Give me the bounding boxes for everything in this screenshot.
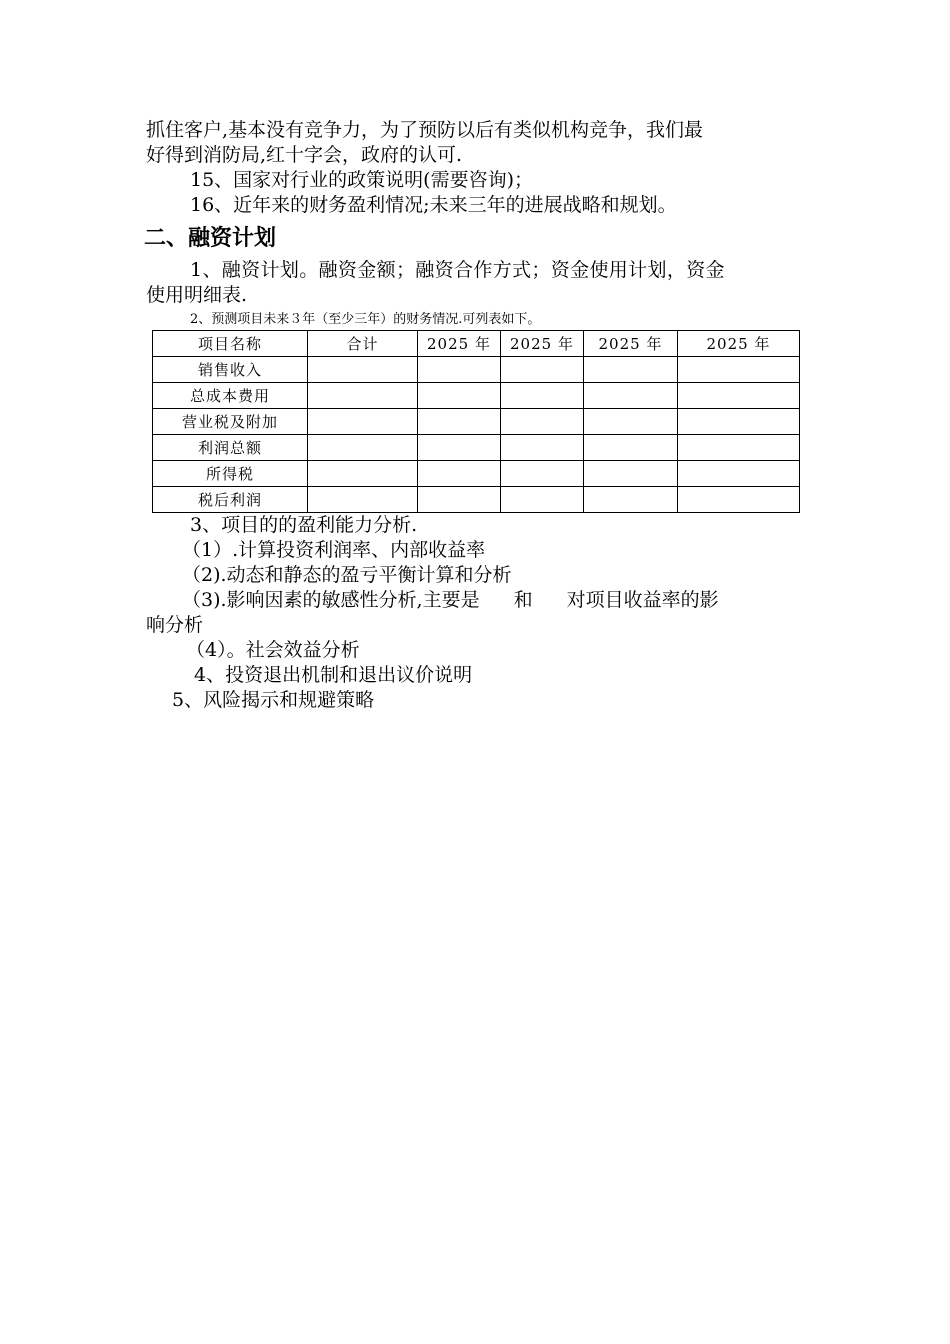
row-label: 营业税及附加 xyxy=(153,409,308,435)
table-cell xyxy=(501,357,584,383)
paragraph-line: 好得到消防局,红十字会，政府的认可. xyxy=(146,144,463,166)
table-row xyxy=(153,357,800,383)
table-cell xyxy=(501,409,584,435)
financial-table xyxy=(152,330,800,513)
plan-1-line: 1、融资计划。融资金额；融资合作方式；资金使用计划，资金 xyxy=(190,259,725,281)
table-cell xyxy=(584,383,678,409)
table-cell xyxy=(584,435,678,461)
sub-item-4: （4）。社会效益分析 xyxy=(186,639,360,661)
table-cell xyxy=(308,487,418,513)
table-cell xyxy=(584,487,678,513)
row-label: 利润总额 xyxy=(153,435,308,461)
header-cell: 合计 xyxy=(308,331,418,357)
sub-item-1: （1）.计算投资利润率、内部收益率 xyxy=(182,539,486,561)
row-label: 税后利润 xyxy=(153,487,308,513)
table-cell xyxy=(418,409,501,435)
table-cell xyxy=(308,461,418,487)
item-16: 16、近年来的财务盈利情况;未来三年的进展战略和规划。 xyxy=(190,194,677,216)
table-cell xyxy=(584,357,678,383)
plan-1-line: 使用明细表. xyxy=(146,284,248,306)
sub-item-3-part: 和 xyxy=(513,589,533,611)
table-cell xyxy=(418,461,501,487)
table-cell xyxy=(418,357,501,383)
plan-3: 3、项目的的盈利能力分析. xyxy=(190,514,418,536)
document-page xyxy=(146,118,808,713)
header-cell: 2025 年 xyxy=(584,331,678,357)
table-cell xyxy=(584,409,678,435)
sub-item-2: （2).动态和静态的盈亏平衡计算和分析 xyxy=(182,564,512,586)
table-cell xyxy=(418,435,501,461)
paragraph-line: 抓住客户,基本没有竞争力，为了预防以后有类似机构竞争，我们最 xyxy=(146,119,704,141)
table-header-row xyxy=(153,331,800,357)
table-cell xyxy=(678,487,800,513)
table-cell xyxy=(678,357,800,383)
table-cell xyxy=(501,487,584,513)
table-cell xyxy=(678,409,800,435)
table-cell xyxy=(678,461,800,487)
table-row xyxy=(153,461,800,487)
header-cell: 2025 年 xyxy=(418,331,501,357)
table-cell xyxy=(501,383,584,409)
table-cell xyxy=(308,435,418,461)
table-caption: 2、预测项目未来３年（至少三年）的财务情况.可列表如下。 xyxy=(190,312,541,327)
header-cell: 2025 年 xyxy=(501,331,584,357)
header-cell: 2025 年 xyxy=(678,331,800,357)
header-cell: 项目名称 xyxy=(153,331,308,357)
row-label: 总成本费用 xyxy=(153,383,308,409)
table-cell xyxy=(678,383,800,409)
table-row xyxy=(153,409,800,435)
table-row xyxy=(153,487,800,513)
table-cell xyxy=(584,461,678,487)
sub-item-3-part: （3).影响因素的敏感性分析,主要是 xyxy=(182,589,480,611)
section-heading: 二、融资计划 xyxy=(144,226,277,251)
table-cell xyxy=(501,461,584,487)
row-label: 所得税 xyxy=(153,461,308,487)
plan-5: 5、风险揭示和规避策略 xyxy=(172,689,375,711)
sub-item-3-line: 响分析 xyxy=(146,614,204,636)
table-cell xyxy=(678,435,800,461)
table-cell xyxy=(418,487,501,513)
table-row xyxy=(153,383,800,409)
table-cell xyxy=(308,383,418,409)
table-cell xyxy=(418,383,501,409)
table-row xyxy=(153,435,800,461)
table-cell xyxy=(308,357,418,383)
sub-item-3-part: 对项目收益率的影 xyxy=(566,589,719,611)
sub-item-3 xyxy=(146,588,808,613)
table-cell xyxy=(308,409,418,435)
item-15: 15、国家对行业的政策说明(需要咨询)； xyxy=(190,169,534,191)
table-cell xyxy=(501,435,584,461)
row-label: 销售收入 xyxy=(153,357,308,383)
plan-4: 4、投资退出机制和退出议价说明 xyxy=(194,664,473,686)
